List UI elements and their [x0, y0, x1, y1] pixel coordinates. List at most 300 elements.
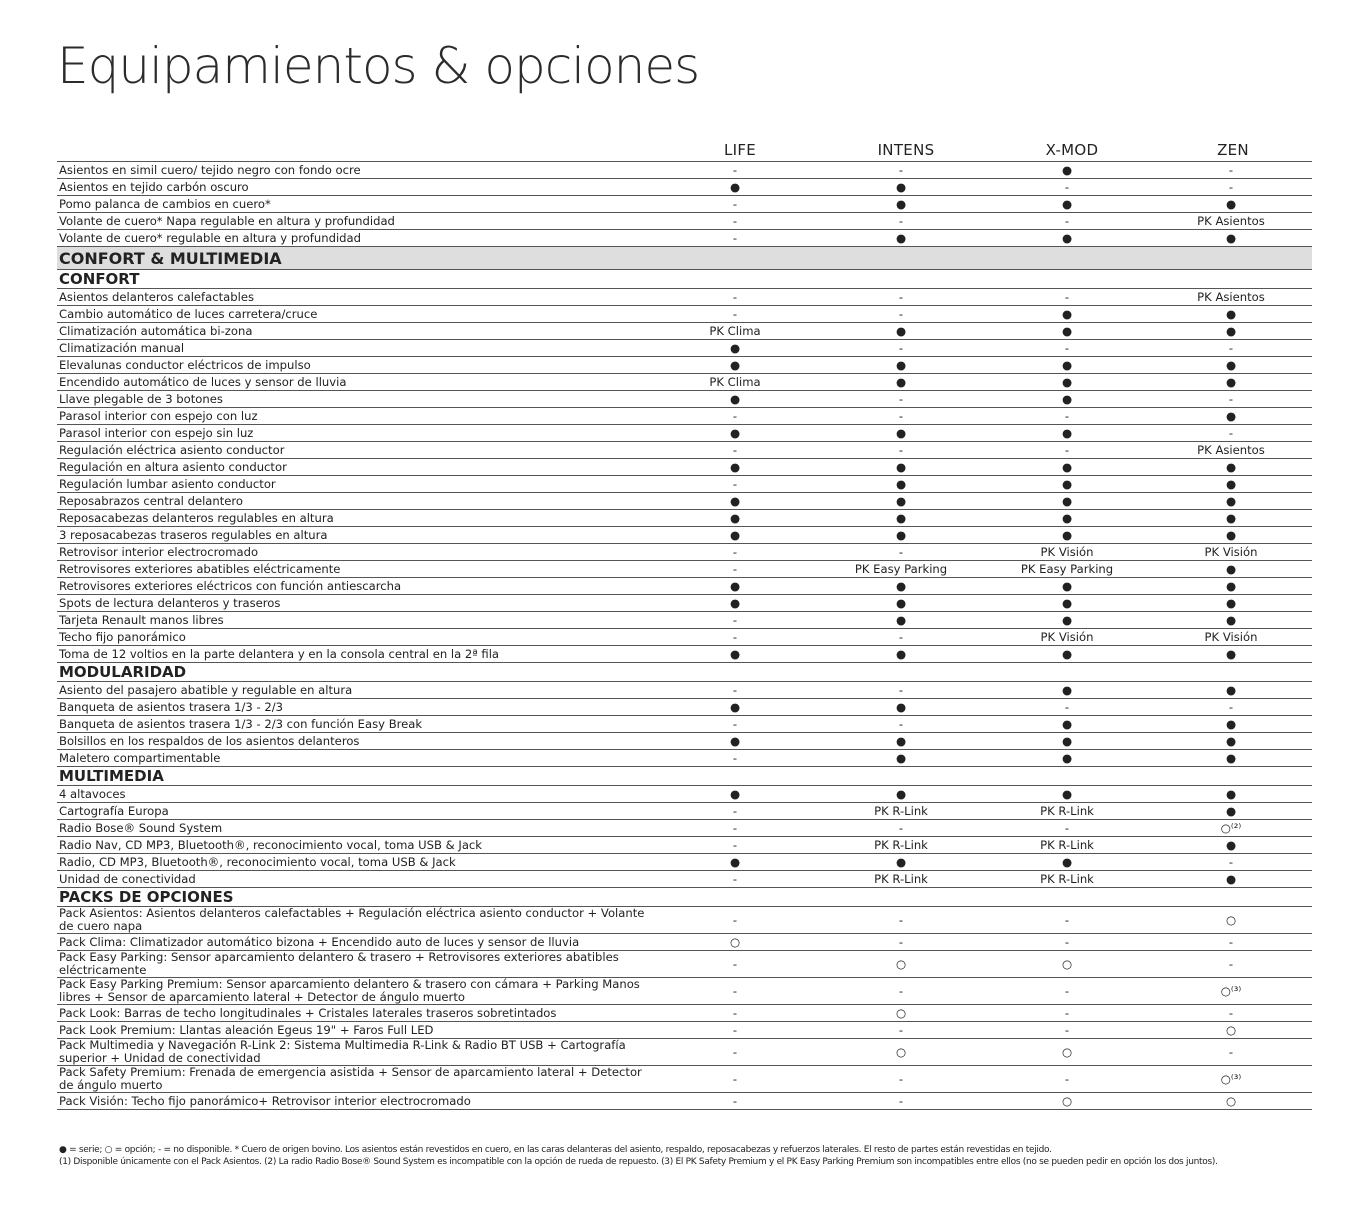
feature-label: Pack Clima: Climatizador automático bizona + Encendido auto de luces y sensor de lluvia: [57, 934, 652, 951]
feature-value-xmod: ●: [984, 162, 1150, 179]
feature-value-intens: ●: [818, 323, 984, 340]
feature-value-life: ●: [652, 595, 818, 612]
table-row: [57, 578, 1312, 595]
feature-value-zen: ○⁽²⁾: [1150, 820, 1312, 837]
feature-label: Asientos en simil cuero/ tejido negro con fondo ocre: [57, 162, 652, 179]
feature-label: 4 altavoces: [57, 786, 652, 803]
table-row: [57, 162, 1312, 179]
feature-value-xmod: -: [984, 1005, 1150, 1022]
feature-value-zen: ●: [1150, 230, 1312, 247]
feature-value-intens: ○: [818, 1005, 984, 1022]
feature-value-zen: ●: [1150, 561, 1312, 578]
feature-value-zen: ●: [1150, 595, 1312, 612]
feature-value-intens: ●: [818, 527, 984, 544]
feature-value-zen: -: [1150, 951, 1312, 978]
feature-value-xmod: ●: [984, 682, 1150, 699]
group-header: [57, 270, 1312, 289]
feature-value-xmod: ●: [984, 510, 1150, 527]
feature-value-intens: ●: [818, 357, 984, 374]
feature-value-intens: ●: [818, 612, 984, 629]
feature-label: Tarjeta Renault manos libres: [57, 612, 652, 629]
feature-label: Retrovisores exteriores eléctricos con función antiescarcha: [57, 578, 652, 595]
feature-value-zen: -: [1150, 391, 1312, 408]
feature-value-life: -: [652, 230, 818, 247]
feature-label: Retrovisor interior electrocromado: [57, 544, 652, 561]
feature-value-zen: ●: [1150, 716, 1312, 733]
feature-label: Pomo palanca de cambios en cuero*: [57, 196, 652, 213]
feature-value-life: -: [652, 162, 818, 179]
column-header-intens: INTENS: [877, 141, 935, 159]
feature-value-life: -: [652, 682, 818, 699]
feature-value-intens: -: [818, 682, 984, 699]
feature-value-zen: ●: [1150, 750, 1312, 767]
table-row: [57, 544, 1312, 561]
feature-label: Radio Bose® Sound System: [57, 820, 652, 837]
table-row: [57, 820, 1312, 837]
feature-value-life: ●: [652, 699, 818, 716]
column-header-zen: ZEN: [1217, 141, 1249, 159]
feature-value-xmod: -: [984, 289, 1150, 306]
table-row: [57, 854, 1312, 871]
table-row: [57, 978, 1312, 1005]
feature-value-life: ●: [652, 425, 818, 442]
feature-value-life: -: [652, 837, 818, 854]
feature-value-xmod: -: [984, 408, 1150, 425]
feature-value-xmod: ●: [984, 612, 1150, 629]
feature-value-zen: ●: [1150, 803, 1312, 820]
feature-value-zen: ●: [1150, 323, 1312, 340]
feature-value-life: ●: [652, 578, 818, 595]
feature-value-zen: ○: [1150, 1022, 1312, 1039]
feature-value-zen: ●: [1150, 476, 1312, 493]
feature-value-xmod: ●: [984, 595, 1150, 612]
feature-value-life: -: [652, 306, 818, 323]
feature-value-life: ●: [652, 854, 818, 871]
feature-label: Banqueta de asientos trasera 1/3 - 2/3: [57, 699, 652, 716]
feature-label: Reposabrazos central delantero: [57, 493, 652, 510]
feature-value-life: ●: [652, 786, 818, 803]
feature-value-zen: ●: [1150, 306, 1312, 323]
feature-value-intens: -: [818, 978, 984, 1005]
feature-value-intens: ●: [818, 595, 984, 612]
feature-label: Pack Easy Parking Premium: Sensor aparcamiento delantero & trasero con cámara + Parking Manos libres + Sensor de aparcamiento lateral + Detector de ángulo muerto: [57, 978, 652, 1005]
feature-value-life: ○: [652, 934, 818, 951]
feature-label: Radio Nav, CD MP3, Bluetooth®, reconocimiento vocal, toma USB & Jack: [57, 837, 652, 854]
feature-value-life: -: [652, 629, 818, 646]
feature-value-life: -: [652, 907, 818, 934]
feature-value-xmod: PK R-Link: [984, 837, 1150, 854]
feature-value-zen: PK Asientos: [1150, 442, 1312, 459]
feature-label: 3 reposacabezas traseros regulables en altura: [57, 527, 652, 544]
table-row: [57, 442, 1312, 459]
feature-value-zen: ●: [1150, 527, 1312, 544]
feature-value-xmod: -: [984, 340, 1150, 357]
feature-value-intens: ●: [818, 493, 984, 510]
table-row: [57, 907, 1312, 934]
feature-value-life: ●: [652, 510, 818, 527]
feature-value-life: -: [652, 1093, 818, 1110]
section-title: CONFORT & MULTIMEDIA: [57, 247, 1312, 270]
feature-value-life: -: [652, 289, 818, 306]
feature-value-xmod: PK R-Link: [984, 871, 1150, 888]
feature-value-zen: -: [1150, 1039, 1312, 1066]
table-row: [57, 306, 1312, 323]
group-title: MODULARIDAD: [57, 663, 1312, 682]
table-row: [57, 716, 1312, 733]
feature-value-life: -: [652, 1005, 818, 1022]
feature-label: Climatización automática bi-zona: [57, 323, 652, 340]
feature-value-zen: ○: [1150, 907, 1312, 934]
feature-value-life: -: [652, 544, 818, 561]
feature-value-intens: -: [818, 544, 984, 561]
feature-value-zen: ●: [1150, 646, 1312, 663]
feature-value-xmod: ○: [984, 1039, 1150, 1066]
feature-value-life: ●: [652, 340, 818, 357]
feature-value-xmod: ●: [984, 306, 1150, 323]
table-row: [57, 682, 1312, 699]
table-row: [57, 646, 1312, 663]
feature-value-intens: -: [818, 340, 984, 357]
feature-label: Spots de lectura delanteros y traseros: [57, 595, 652, 612]
feature-label: Cartografía Europa: [57, 803, 652, 820]
feature-value-xmod: ●: [984, 230, 1150, 247]
feature-value-xmod: ●: [984, 716, 1150, 733]
group-title: PACKS DE OPCIONES: [57, 888, 1312, 907]
feature-value-life: -: [652, 408, 818, 425]
feature-value-intens: PK R-Link: [818, 803, 984, 820]
table-row: [57, 425, 1312, 442]
feature-label: Regulación lumbar asiento conductor: [57, 476, 652, 493]
feature-label: Techo fijo panorámico: [57, 629, 652, 646]
feature-value-life: -: [652, 951, 818, 978]
feature-value-life: ●: [652, 179, 818, 196]
feature-value-xmod: ●: [984, 527, 1150, 544]
feature-value-intens: ●: [818, 230, 984, 247]
feature-label: Elevalunas conductor eléctricos de impulso: [57, 357, 652, 374]
table-row: [57, 1039, 1312, 1066]
feature-value-intens: PK R-Link: [818, 837, 984, 854]
feature-value-life: -: [652, 476, 818, 493]
feature-label: Parasol interior con espejo sin luz: [57, 425, 652, 442]
feature-value-intens: -: [818, 907, 984, 934]
feature-label: Maletero compartimentable: [57, 750, 652, 767]
table-row: [57, 213, 1312, 230]
feature-value-zen: ●: [1150, 374, 1312, 391]
feature-value-xmod: ●: [984, 374, 1150, 391]
feature-value-xmod: ○: [984, 1093, 1150, 1110]
feature-value-zen: ●: [1150, 786, 1312, 803]
feature-label: Banqueta de asientos trasera 1/3 - 2/3 con función Easy Break: [57, 716, 652, 733]
feature-value-intens: ●: [818, 510, 984, 527]
table-row: [57, 323, 1312, 340]
feature-value-xmod: ●: [984, 323, 1150, 340]
equipment-table: [57, 161, 1312, 1110]
feature-value-intens: ●: [818, 699, 984, 716]
feature-value-zen: ○: [1150, 1093, 1312, 1110]
feature-value-life: -: [652, 1066, 818, 1093]
feature-value-xmod: -: [984, 1066, 1150, 1093]
feature-value-intens: ●: [818, 854, 984, 871]
feature-value-zen: PK Asientos: [1150, 289, 1312, 306]
feature-label: Pack Look: Barras de techo longitudinales + Cristales laterales traseros sobretintados: [57, 1005, 652, 1022]
table-row: [57, 837, 1312, 854]
feature-value-zen: -: [1150, 854, 1312, 871]
feature-value-xmod: ●: [984, 196, 1150, 213]
table-row: [57, 595, 1312, 612]
feature-label: Unidad de conectividad: [57, 871, 652, 888]
feature-value-intens: -: [818, 1066, 984, 1093]
column-header-life: LIFE: [723, 141, 757, 159]
feature-value-intens: -: [818, 1093, 984, 1110]
feature-value-life: -: [652, 1022, 818, 1039]
feature-value-life: ●: [652, 733, 818, 750]
feature-value-zen: ●: [1150, 510, 1312, 527]
feature-value-intens: ●: [818, 425, 984, 442]
feature-value-xmod: -: [984, 1022, 1150, 1039]
feature-label: Encendido automático de luces y sensor de lluvia: [57, 374, 652, 391]
table-row: [57, 1066, 1312, 1093]
feature-value-life: ●: [652, 646, 818, 663]
feature-value-intens: ○: [818, 951, 984, 978]
feature-value-zen: ●: [1150, 493, 1312, 510]
feature-value-xmod: ●: [984, 750, 1150, 767]
feature-value-intens: ●: [818, 578, 984, 595]
feature-value-zen: ●: [1150, 578, 1312, 595]
feature-value-intens: -: [818, 629, 984, 646]
feature-label: Volante de cuero* Napa regulable en altura y profundidad: [57, 213, 652, 230]
feature-value-xmod: -: [984, 820, 1150, 837]
feature-value-intens: PK Easy Parking: [818, 561, 984, 578]
feature-value-zen: -: [1150, 699, 1312, 716]
table-row: [57, 733, 1312, 750]
feature-value-zen: PK Visión: [1150, 544, 1312, 561]
feature-value-zen: ●: [1150, 357, 1312, 374]
table-row: [57, 196, 1312, 213]
table-row: [57, 408, 1312, 425]
feature-value-xmod: -: [984, 442, 1150, 459]
feature-value-zen: ●: [1150, 196, 1312, 213]
feature-value-xmod: ○: [984, 951, 1150, 978]
feature-label: Pack Safety Premium: Frenada de emergencia asistida + Sensor de aparcamiento lateral + Detector de ángulo muerto: [57, 1066, 652, 1093]
feature-value-life: -: [652, 1039, 818, 1066]
feature-label: Pack Asientos: Asientos delanteros calefactables + Regulación eléctrica asiento conductor + Volante de cuero napa: [57, 907, 652, 934]
feature-value-life: -: [652, 803, 818, 820]
feature-value-zen: -: [1150, 340, 1312, 357]
feature-value-xmod: -: [984, 213, 1150, 230]
feature-value-zen: -: [1150, 425, 1312, 442]
feature-value-life: ●: [652, 459, 818, 476]
feature-value-life: -: [652, 716, 818, 733]
feature-value-xmod: ●: [984, 357, 1150, 374]
feature-label: Parasol interior con espejo con luz: [57, 408, 652, 425]
feature-value-zen: ○⁽³⁾: [1150, 1066, 1312, 1093]
feature-value-xmod: PK Easy Parking: [984, 561, 1150, 578]
table-row: [57, 612, 1312, 629]
feature-label: Volante de cuero* regulable en altura y profundidad: [57, 230, 652, 247]
feature-value-intens: ●: [818, 374, 984, 391]
feature-value-intens: -: [818, 408, 984, 425]
legend: [59, 1144, 1218, 1168]
footnotes: (1) Disponible únicamente con el Pack Asientos. (2) La radio Radio Bose® Sound System es incompatible con la opción de rueda de repuesto. (3) El PK Safety Premium y el PK Easy Parking Premium son incompatibles entre ellos (no se pueden pedir en opción los dos juntos).: [59, 1157, 1218, 1167]
feature-value-intens: ●: [818, 786, 984, 803]
feature-value-zen: ○⁽³⁾: [1150, 978, 1312, 1005]
feature-value-intens: PK R-Link: [818, 871, 984, 888]
feature-label: Regulación eléctrica asiento conductor: [57, 442, 652, 459]
feature-value-xmod: ●: [984, 493, 1150, 510]
feature-value-xmod: -: [984, 907, 1150, 934]
group-title: MULTIMEDIA: [57, 767, 1312, 786]
feature-value-zen: ●: [1150, 837, 1312, 854]
page-title: Equipamientos & opciones: [57, 37, 700, 95]
feature-value-xmod: ●: [984, 733, 1150, 750]
feature-value-xmod: ●: [984, 646, 1150, 663]
table-row: [57, 934, 1312, 951]
table-row: [57, 357, 1312, 374]
feature-value-zen: ●: [1150, 682, 1312, 699]
table-row: [57, 374, 1312, 391]
table-row: [57, 1093, 1312, 1110]
feature-label: Retrovisores exteriores abatibles eléctricamente: [57, 561, 652, 578]
table-row: [57, 340, 1312, 357]
feature-label: Pack Look Premium: Llantas aleación Egeus 19" + Faros Full LED: [57, 1022, 652, 1039]
feature-value-intens: ●: [818, 179, 984, 196]
feature-value-intens: ●: [818, 196, 984, 213]
feature-value-intens: -: [818, 289, 984, 306]
feature-value-xmod: PK Visión: [984, 544, 1150, 561]
table-row: [57, 561, 1312, 578]
feature-value-zen: -: [1150, 934, 1312, 951]
group-header: [57, 888, 1312, 907]
feature-label: Asientos en tejido carbón oscuro: [57, 179, 652, 196]
table-row: [57, 629, 1312, 646]
feature-value-life: -: [652, 561, 818, 578]
feature-value-intens: ●: [818, 750, 984, 767]
feature-value-zen: -: [1150, 179, 1312, 196]
feature-label: Asiento del pasajero abatible y regulable en altura: [57, 682, 652, 699]
legend-line: ● = serie; ○ = opción; - = no disponible. * Cuero de origen bovino. Los asientos están revestidos en cuero, en las caras delanteras del asiento, respaldo, reposacabezas y refuerzos laterales. El resto de partes están revestidas en tejido.: [59, 1145, 1052, 1155]
feature-value-xmod: ●: [984, 459, 1150, 476]
feature-label: Asientos delanteros calefactables: [57, 289, 652, 306]
table-row: [57, 493, 1312, 510]
table-row: [57, 459, 1312, 476]
feature-value-life: PK Clima: [652, 374, 818, 391]
feature-value-xmod: -: [984, 934, 1150, 951]
feature-value-xmod: ●: [984, 578, 1150, 595]
table-row: [57, 750, 1312, 767]
feature-value-xmod: -: [984, 978, 1150, 1005]
feature-value-zen: -: [1150, 1005, 1312, 1022]
feature-value-intens: -: [818, 213, 984, 230]
feature-value-xmod: ●: [984, 425, 1150, 442]
feature-value-intens: ●: [818, 646, 984, 663]
feature-value-life: -: [652, 750, 818, 767]
feature-value-intens: ●: [818, 476, 984, 493]
table-row: [57, 1022, 1312, 1039]
feature-label: Cambio automático de luces carretera/cruce: [57, 306, 652, 323]
feature-value-life: -: [652, 978, 818, 1005]
feature-value-life: ●: [652, 391, 818, 408]
feature-label: Reposacabezas delanteros regulables en altura: [57, 510, 652, 527]
feature-value-life: PK Clima: [652, 323, 818, 340]
feature-label: Climatización manual: [57, 340, 652, 357]
feature-value-intens: ○: [818, 1039, 984, 1066]
feature-value-xmod: PK Visión: [984, 629, 1150, 646]
feature-value-zen: ●: [1150, 612, 1312, 629]
feature-value-intens: ●: [818, 459, 984, 476]
feature-value-intens: -: [818, 716, 984, 733]
feature-value-zen: ●: [1150, 871, 1312, 888]
feature-label: Toma de 12 voltios en la parte delantera y en la consola central en la 2ª fila: [57, 646, 652, 663]
table-row: [57, 1005, 1312, 1022]
feature-label: Pack Easy Parking: Sensor aparcamiento delantero & trasero + Retrovisores exteriores abatibles eléctricamente: [57, 951, 652, 978]
table-row: [57, 951, 1312, 978]
feature-value-intens: -: [818, 442, 984, 459]
feature-value-xmod: ●: [984, 786, 1150, 803]
table-row: [57, 289, 1312, 306]
table-row: [57, 476, 1312, 493]
table-row: [57, 871, 1312, 888]
feature-label: Pack Multimedia y Navegación R-Link 2: Sistema Multimedia R-Link & Radio BT USB + Cartografía superior + Unidad de conectividad: [57, 1039, 652, 1066]
feature-value-intens: -: [818, 820, 984, 837]
feature-value-life: -: [652, 820, 818, 837]
feature-value-life: -: [652, 213, 818, 230]
feature-label: Regulación en altura asiento conductor: [57, 459, 652, 476]
feature-value-xmod: PK R-Link: [984, 803, 1150, 820]
group-header: [57, 767, 1312, 786]
feature-value-xmod: ●: [984, 476, 1150, 493]
table-row: [57, 391, 1312, 408]
feature-value-life: -: [652, 871, 818, 888]
feature-value-xmod: -: [984, 179, 1150, 196]
feature-label: Llave plegable de 3 botones: [57, 391, 652, 408]
feature-label: Pack Visión: Techo fijo panorámico+ Retrovisor interior electrocromado: [57, 1093, 652, 1110]
table-row: [57, 510, 1312, 527]
feature-value-intens: ●: [818, 733, 984, 750]
feature-value-life: -: [652, 196, 818, 213]
feature-value-xmod: -: [984, 699, 1150, 716]
feature-label: Radio, CD MP3, Bluetooth®, reconocimiento vocal, toma USB & Jack: [57, 854, 652, 871]
table-row: [57, 179, 1312, 196]
column-header-xmod: X-MOD: [1045, 141, 1099, 159]
feature-value-xmod: ●: [984, 854, 1150, 871]
feature-value-intens: -: [818, 934, 984, 951]
table-row: [57, 803, 1312, 820]
feature-value-life: ●: [652, 527, 818, 544]
feature-label: Bolsillos en los respaldos de los asientos delanteros: [57, 733, 652, 750]
feature-value-zen: ●: [1150, 408, 1312, 425]
feature-value-intens: -: [818, 162, 984, 179]
feature-value-life: ●: [652, 357, 818, 374]
feature-value-intens: -: [818, 1022, 984, 1039]
feature-value-intens: -: [818, 306, 984, 323]
table-row: [57, 786, 1312, 803]
group-title: CONFORT: [57, 270, 1312, 289]
group-header: [57, 663, 1312, 682]
feature-value-life: ●: [652, 493, 818, 510]
feature-value-life: -: [652, 612, 818, 629]
section-header: [57, 247, 1312, 270]
feature-value-xmod: ●: [984, 391, 1150, 408]
feature-value-zen: -: [1150, 162, 1312, 179]
feature-value-life: -: [652, 442, 818, 459]
feature-value-zen: ●: [1150, 733, 1312, 750]
table-row: [57, 230, 1312, 247]
feature-value-zen: ●: [1150, 459, 1312, 476]
feature-value-zen: PK Asientos: [1150, 213, 1312, 230]
table-row: [57, 527, 1312, 544]
feature-value-zen: PK Visión: [1150, 629, 1312, 646]
feature-value-intens: -: [818, 391, 984, 408]
